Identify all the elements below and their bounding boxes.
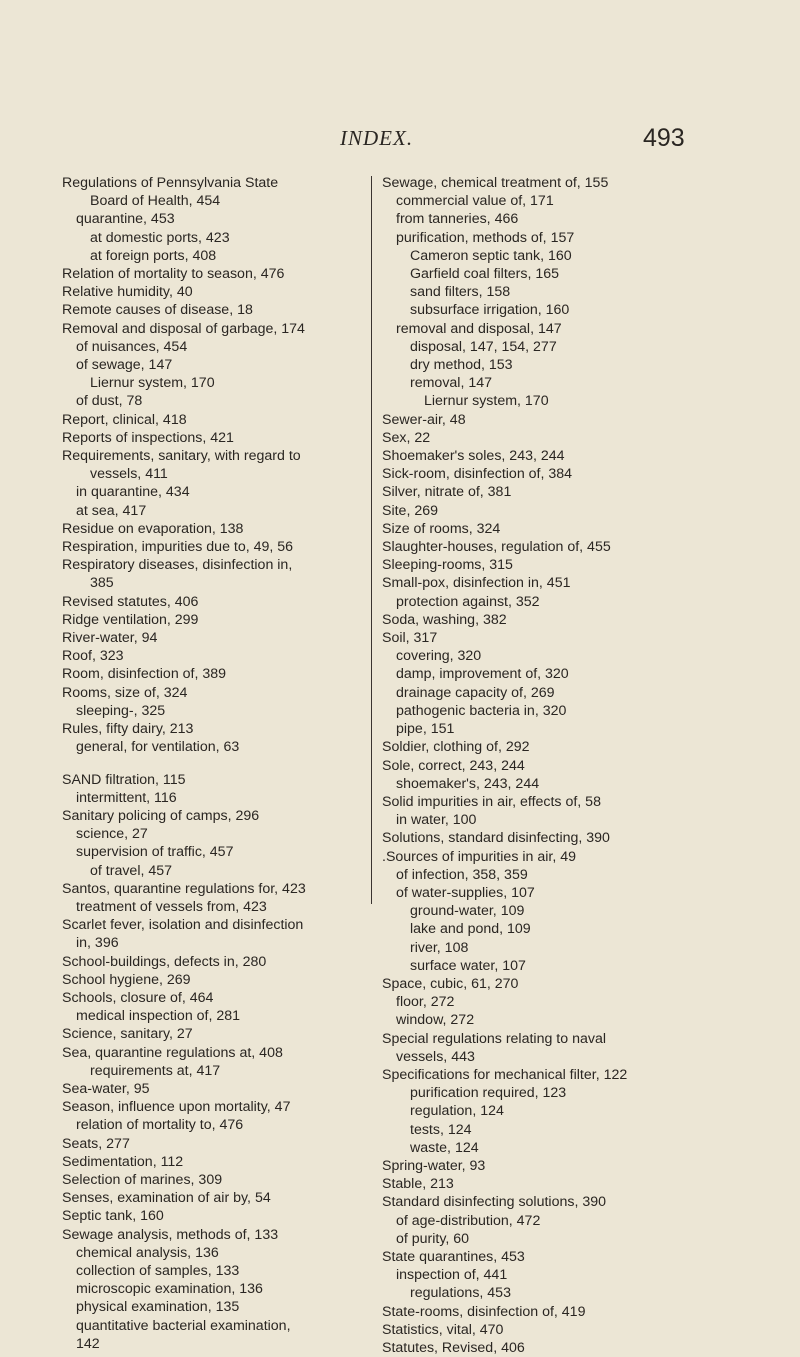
index-entry: Sanitary policing of camps, 296 bbox=[62, 807, 260, 824]
index-entry: regulation, 124 bbox=[410, 1103, 504, 1120]
index-entry: sand filters, 158 bbox=[410, 284, 511, 301]
index-entry: at sea, 417 bbox=[76, 502, 147, 519]
index-entry: Requirements, sanitary, with regard to bbox=[62, 448, 301, 465]
index-entry: disposal, 147, 154, 277 bbox=[410, 338, 557, 355]
index-entry: quantitative bacterial examination, bbox=[76, 1317, 291, 1334]
index-entry: of age-distribution, 472 bbox=[396, 1212, 541, 1229]
index-entry: Sewer-air, 48 bbox=[382, 411, 466, 428]
index-entry: Statistics, vital, 470 bbox=[382, 1321, 504, 1338]
index-column-right bbox=[376, 174, 766, 1357]
index-entry: of nuisances, 454 bbox=[76, 338, 188, 355]
index-entry: 385 bbox=[90, 575, 114, 592]
index-entry: collection of samples, 133 bbox=[76, 1262, 240, 1279]
index-entry: Room, disinfection of, 389 bbox=[62, 666, 227, 683]
index-entry: Special regulations relating to naval bbox=[382, 1030, 606, 1047]
index-entry: State-rooms, disinfection of, 419 bbox=[382, 1303, 586, 1320]
index-entry: general, for ventilation, 63 bbox=[76, 739, 240, 756]
index-entry: surface water, 107 bbox=[410, 957, 526, 974]
index-entry: treatment of vessels from, 423 bbox=[76, 898, 267, 915]
index-entry: floor, 272 bbox=[396, 994, 455, 1011]
index-entry: physical examination, 135 bbox=[76, 1299, 240, 1316]
index-entry: Septic tank, 160 bbox=[62, 1208, 164, 1225]
page-header bbox=[0, 126, 800, 160]
index-entry: of water-supplies, 107 bbox=[396, 884, 535, 901]
index-entry: Sewage analysis, methods of, 133 bbox=[62, 1226, 279, 1243]
index-entry: Rules, fifty dairy, 213 bbox=[62, 721, 194, 738]
index-entry: Soda, washing, 382 bbox=[382, 611, 507, 628]
index-entry: Sole, correct, 243, 244 bbox=[382, 757, 525, 774]
index-entry: of purity, 60 bbox=[396, 1230, 470, 1247]
index-entry: Ridge ventilation, 299 bbox=[62, 611, 199, 628]
index-entry: School hygiene, 269 bbox=[62, 971, 191, 988]
index-entry: Size of rooms, 324 bbox=[382, 520, 501, 537]
running-title: INDEX. bbox=[340, 126, 414, 150]
index-entry: Standard disinfecting solutions, 390 bbox=[382, 1194, 606, 1211]
index-entry: Revised statutes, 406 bbox=[62, 593, 199, 610]
index-entry: tests, 124 bbox=[410, 1121, 472, 1138]
index-entry: Sedimentation, 112 bbox=[62, 1153, 184, 1170]
index-entry: Santos, quarantine regulations for, 423 bbox=[62, 880, 306, 897]
index-entry: Respiration, impurities due to, 49, 56 bbox=[62, 539, 294, 556]
index-entry: Site, 269 bbox=[382, 502, 439, 519]
column-divider bbox=[371, 176, 372, 904]
index-entry: quarantine, 453 bbox=[76, 211, 175, 228]
index-entry: Regulations of Pennsylvania State bbox=[62, 175, 279, 191]
index-entry: Sex, 22 bbox=[382, 429, 431, 446]
index-entry: sleeping-, 325 bbox=[76, 702, 166, 719]
index-entry: purification required, 123 bbox=[410, 1085, 567, 1102]
index-entry: Slaughter-houses, regulation of, 455 bbox=[382, 539, 611, 556]
index-entry: 142 bbox=[76, 1335, 100, 1352]
index-entry: Sewage, chemical treatment of, 155 bbox=[382, 175, 609, 191]
index-entry: in, 396 bbox=[76, 935, 119, 952]
index-entry: Senses, examination of air by, 54 bbox=[62, 1190, 271, 1207]
index-entry: pipe, 151 bbox=[396, 721, 455, 738]
index-entry: relation of mortality to, 476 bbox=[76, 1117, 244, 1134]
index-entry: in water, 100 bbox=[396, 812, 477, 829]
index-entry: science, 27 bbox=[76, 826, 148, 843]
index-entry: Roof, 323 bbox=[62, 648, 124, 665]
index-entry: Stable, 213 bbox=[382, 1176, 454, 1193]
index-entry: Liernur system, 170 bbox=[90, 375, 215, 392]
index-entry: Statutes, Revised, 406 bbox=[382, 1340, 525, 1356]
index-entry: medical inspection of, 281 bbox=[76, 1008, 241, 1025]
index-entry: Relative humidity, 40 bbox=[62, 284, 193, 301]
index-entry: Cameron septic tank, 160 bbox=[410, 247, 572, 264]
index-entry: Season, influence upon mortality, 47 bbox=[62, 1099, 291, 1116]
index-entry: Sick-room, disinfection of, 384 bbox=[382, 466, 573, 483]
index-entry: from tanneries, 466 bbox=[396, 211, 519, 228]
index-column-left bbox=[56, 174, 370, 1353]
index-entry: Remote causes of disease, 18 bbox=[62, 302, 253, 319]
index-entry: Sea-water, 95 bbox=[62, 1080, 150, 1097]
section-gap bbox=[56, 757, 370, 771]
index-entry: intermittent, 116 bbox=[76, 789, 177, 806]
index-entry: drainage capacity of, 269 bbox=[396, 684, 555, 701]
index-entry: window, 272 bbox=[396, 1012, 475, 1029]
index-entry: Relation of mortality to season, 476 bbox=[62, 266, 285, 283]
index-entry: Residue on evaporation, 138 bbox=[62, 520, 244, 537]
index-entry: .Sources of impurities in air, 49 bbox=[382, 848, 576, 865]
index-entry: removal and disposal, 147 bbox=[396, 320, 562, 337]
index-entry: microscopic examination, 136 bbox=[76, 1281, 263, 1298]
index-entry: Solutions, standard disinfecting, 390 bbox=[382, 830, 610, 847]
index-entry: SAND filtration, 115 bbox=[62, 771, 186, 788]
index-entry: ground-water, 109 bbox=[410, 903, 525, 920]
index-entry: Respiratory diseases, disinfection in, bbox=[62, 557, 293, 574]
index-entry: Removal and disposal of garbage, 174 bbox=[62, 320, 305, 337]
index-entry: subsurface irrigation, 160 bbox=[410, 302, 570, 319]
page-number: 493 bbox=[643, 124, 685, 152]
index-entry: Solid impurities in air, effects of, 58 bbox=[382, 793, 601, 810]
index-entry: Schools, closure of, 464 bbox=[62, 989, 214, 1006]
index-entry: Soldier, clothing of, 292 bbox=[382, 739, 530, 756]
index-entry: of infection, 358, 359 bbox=[396, 866, 528, 883]
index-entry: Seats, 277 bbox=[62, 1135, 130, 1152]
index-entry: Sleeping-rooms, 315 bbox=[382, 557, 513, 574]
index-entry: lake and pond, 109 bbox=[410, 921, 531, 938]
index-entry: shoemaker's, 243, 244 bbox=[396, 775, 540, 792]
index-entry: damp, improvement of, 320 bbox=[396, 666, 569, 683]
index-entry: waste, 124 bbox=[410, 1139, 479, 1156]
index-entry: purification, methods of, 157 bbox=[396, 229, 575, 246]
index-entry: pathogenic bacteria in, 320 bbox=[396, 702, 567, 719]
index-entry: river, 108 bbox=[410, 939, 469, 956]
index-entry: chemical analysis, 136 bbox=[76, 1244, 219, 1261]
index-entry: Rooms, size of, 324 bbox=[62, 684, 188, 701]
index-entry: Scarlet fever, isolation and disinfection bbox=[62, 917, 304, 934]
index-entry: Science, sanitary, 27 bbox=[62, 1026, 193, 1043]
index-entry: requirements at, 417 bbox=[90, 1062, 221, 1079]
index-entry: Garfield coal filters, 165 bbox=[410, 266, 560, 283]
index-entry: State quarantines, 453 bbox=[382, 1248, 525, 1265]
index-entry: vessels, 411 bbox=[90, 466, 168, 483]
index-entry: Shoemaker's soles, 243, 244 bbox=[382, 448, 565, 465]
index-entry: protection against, 352 bbox=[396, 593, 540, 610]
index-entry: of dust, 78 bbox=[76, 393, 143, 410]
index-entry: Liernur system, 170 bbox=[424, 393, 549, 410]
index-entry: covering, 320 bbox=[396, 648, 482, 665]
index-entry: Board of Health, 454 bbox=[90, 193, 221, 210]
index-entry: Spring-water, 93 bbox=[382, 1157, 486, 1174]
index-entry: Space, cubic, 61, 270 bbox=[382, 975, 519, 992]
index-entry: commercial value of, 171 bbox=[396, 193, 554, 210]
index-entry: vessels, 443 bbox=[396, 1048, 475, 1065]
index-entry: Soil, 317 bbox=[382, 630, 438, 647]
index-entry: Reports of inspections, 421 bbox=[62, 429, 234, 446]
index-entry: Report, clinical, 418 bbox=[62, 411, 187, 428]
index-entry: regulations, 453 bbox=[410, 1285, 511, 1302]
index-entry: Small-pox, disinfection in, 451 bbox=[382, 575, 571, 592]
index-entry: at domestic ports, 423 bbox=[90, 229, 230, 246]
index-entry: School-buildings, defects in, 280 bbox=[62, 953, 267, 970]
index-entry: in quarantine, 434 bbox=[76, 484, 190, 501]
index-entry: of sewage, 147 bbox=[76, 357, 173, 374]
index-entry: supervision of traffic, 457 bbox=[76, 844, 234, 861]
index-entry: Silver, nitrate of, 381 bbox=[382, 484, 512, 501]
index-entry: Selection of marines, 309 bbox=[62, 1171, 223, 1188]
index-entry: River-water, 94 bbox=[62, 630, 158, 647]
index-entry: Specifications for mechanical filter, 122 bbox=[382, 1066, 628, 1083]
index-entry: removal, 147 bbox=[410, 375, 493, 392]
index-entry: dry method, 153 bbox=[410, 357, 513, 374]
index-entry: Sea, quarantine regulations at, 408 bbox=[62, 1044, 283, 1061]
index-entry: at foreign ports, 408 bbox=[90, 247, 217, 264]
index-entry: inspection of, 441 bbox=[396, 1267, 508, 1284]
index-entry: of travel, 457 bbox=[90, 862, 173, 879]
